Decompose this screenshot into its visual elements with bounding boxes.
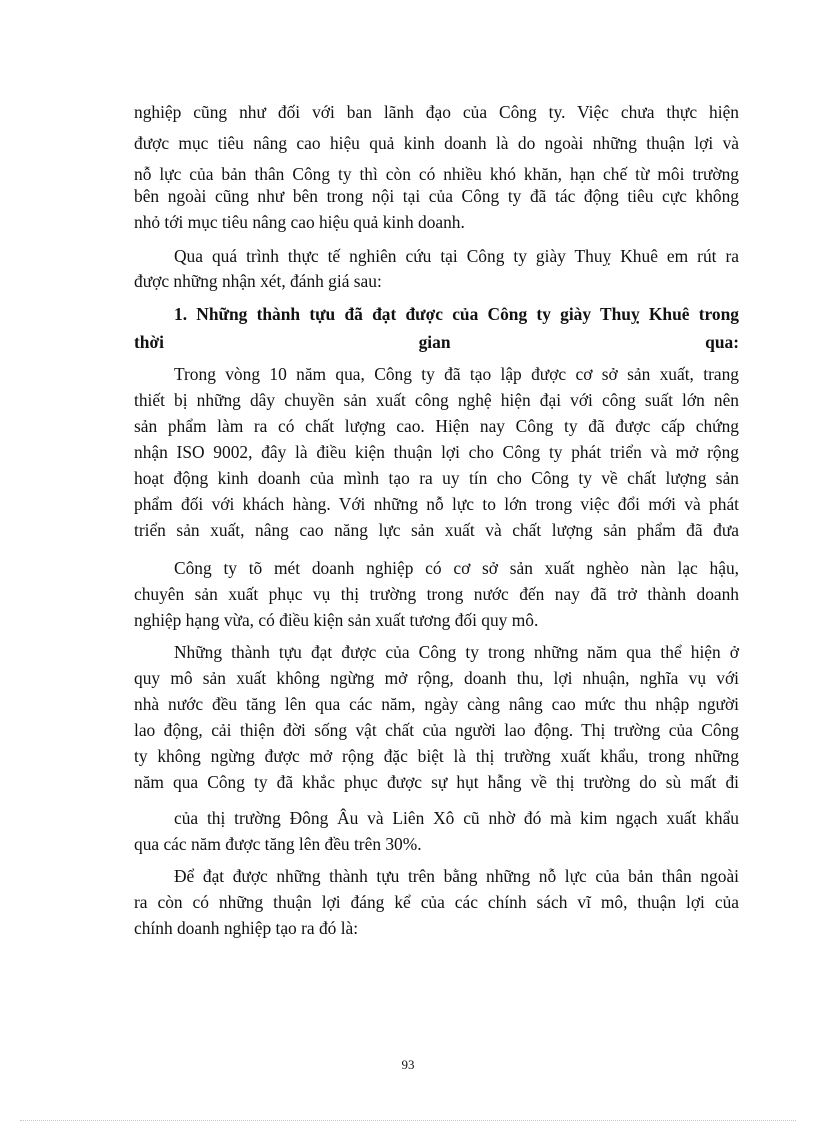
section-heading: 1. Những thành tựu đã đạt được của Công ty giày Thuỵ Khuê trong	[174, 304, 739, 324]
text-line: thiết bị những dây chuyền sản xuất công nghệ hiện đại với công suất lớn nên	[134, 390, 739, 410]
text-line: lao động, cải thiện đời sống vật chất của người lao động. Thị trường của Công	[134, 720, 739, 740]
text-line: chính doanh nghiệp tạo ra đó là:	[134, 918, 359, 938]
text-line: quy mô sản xuất không ngừng mở rộng, doanh thu, lợi nhuận, nghĩa vụ với	[134, 668, 739, 688]
text-line: nỗ lực của bản thân Công ty thì còn có nhiều khó khăn, hạn chế từ môi trường	[134, 164, 739, 184]
text-line: chuyên sản xuất phục vụ thị trường trong nước đến nay đã trở thành doanh	[134, 584, 739, 604]
text-line: được những nhận xét, đánh giá sau:	[134, 271, 382, 291]
paragraph-first-line: Qua quá trình thực tế nghiên cứu tại Công ty giày Thuỵ Khuê em rút ra	[174, 246, 739, 266]
text-line: Công ty tõ mét doanh nghiệp có cơ sở sản xuất nghèo nàn lạc hậu,	[174, 558, 739, 578]
text-line: năm qua Công ty đã khắc phục được sự hụt hẫng về thị trường do sù mất đi	[134, 772, 739, 792]
text-line: bên ngoài cũng như bên trong nội tại của Công ty đã tác động tiêu cực không	[134, 186, 739, 206]
paragraph-first-line: Trong vòng 10 năm qua, Công ty đã tạo lập được cơ sở sản xuất, trang	[174, 364, 739, 384]
paragraph-first-line: Để đạt được những thành tựu trên bằng những nỗ lực của bản thân ngoài	[174, 866, 739, 886]
section-heading-continuation: thời gian qua:	[134, 332, 739, 352]
page-number: 93	[401, 1057, 415, 1072]
text-line: sản phẩm làm ra có chất lượng cao. Hiện nay Công ty đã được cấp chứng	[134, 416, 739, 436]
text-line: triển sản xuất, nâng cao năng lực sản xuất và chất lượng sản phẩm đã đưa	[134, 520, 739, 540]
text-line: ra còn có những thuận lợi đáng kể của các chính sách vĩ mô, thuận lợi của	[134, 892, 739, 912]
text-line: nhà nước đều tăng lên qua các năm, ngày càng nâng cao mức thu nhập người	[134, 694, 739, 714]
text-line: ty không ngừng được mở rộng đặc biệt là thị trường xuất khẩu, trong những	[134, 746, 739, 766]
text-line: nghiệp cũng như đối với ban lãnh đạo của Công ty. Việc chưa thực hiện	[134, 102, 739, 122]
text-line: hoạt động kinh doanh của mình tạo ra uy tín cho Công ty về chất lượng sản	[134, 468, 739, 488]
text-line: nghiệp hạng vừa, có điều kiện sản xuất tương đối quy mô.	[134, 610, 539, 630]
text-line: nhận ISO 9002, đây là điều kiện thuận lợi cho Công ty phát triển và mở rộng	[134, 442, 739, 462]
text-line: được mục tiêu nâng cao hiệu quả kinh doanh là do ngoài những thuận lợi và	[134, 133, 739, 153]
text-line: qua các năm được tăng lên đều trên 30%.	[134, 834, 422, 854]
text-line: nhỏ tới mục tiêu nâng cao hiệu quả kinh doanh.	[134, 212, 465, 232]
text-line: phẩm đối với khách hàng. Với những nỗ lực to lớn trong việc đổi mới và phát	[134, 494, 739, 514]
text-line: của thị trường Đông Âu và Liên Xô cũ nhờ đó mà kim ngạch xuất khẩu	[174, 808, 739, 828]
paragraph-first-line: Những thành tựu đạt được của Công ty trong những năm qua thể hiện ở	[174, 642, 739, 662]
footer-dotted-rule	[20, 1120, 796, 1121]
